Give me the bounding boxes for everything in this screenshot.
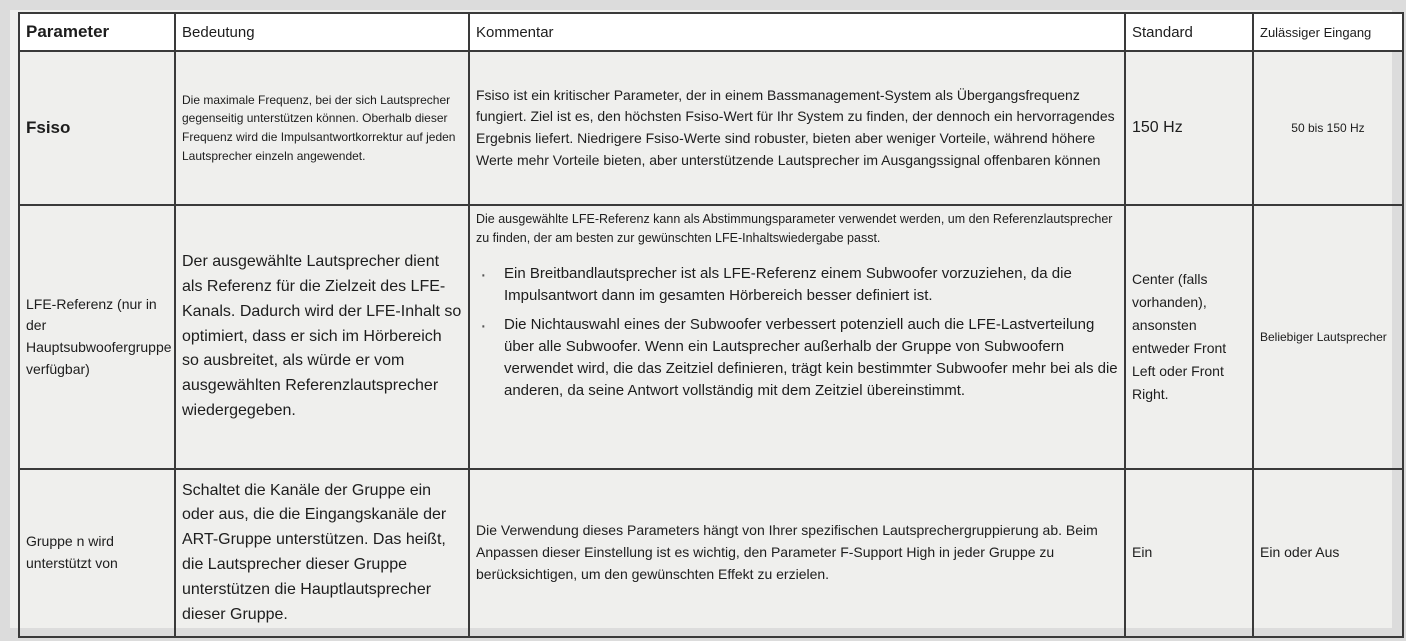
row-bedeutung: Schaltet die Kanäle der Gruppe ein oder aus, die die Eingangskanäle der ART-Gruppe unterstützen. Das heißt, die Lautsprecher dieser Gruppe unterstützen die Hauptlautsprecher dieser Gruppe. [175, 469, 469, 637]
row-standard: Center (falls vorhanden), ansonsten entweder Front Left oder Front Right. [1125, 205, 1253, 469]
parameter-table [18, 12, 1404, 638]
row-zulaessig: 50 bis 150 Hz [1253, 51, 1403, 205]
row-kommentar [469, 205, 1125, 469]
row-parameter: LFE-Referenz (nur in der Hauptsubwoofergruppe verfügbar) [19, 205, 175, 469]
header-parameter: Parameter [19, 13, 175, 51]
row-bedeutung: Der ausgewählte Lautsprecher dient als Referenz für die Zielzeit des LFE-Kanals. Dadurch wird der LFE-Inhalt so optimiert, dass er sich im Hörbereich so ausbreitet, als würde er vom ausgewählten Referenzlautsprecher wiedergegeben. [175, 205, 469, 469]
row-zulaessig: Beliebiger Lautsprecher [1253, 205, 1403, 469]
row-kommentar: Die Verwendung dieses Parameters hängt von Ihrer spezifischen Lautsprechergruppierung ab. Beim Anpassen dieser Einstellung ist es wichtig, den Parameter F-Support High in jeder Gruppe zu berücksichtigen, um den gewünschten Effekt zu erzielen. [469, 469, 1125, 637]
kommentar-bullet-list [476, 263, 1118, 402]
header-standard: Standard [1125, 13, 1253, 51]
row-parameter: Fsiso [19, 51, 175, 205]
row-zulaessig: Ein oder Aus [1253, 469, 1403, 637]
kommentar-intro: Die ausgewählte LFE-Referenz kann als Abstimmungsparameter verwendet werden, um den Referenzlautsprecher zu finden, der am besten zur gewünschten LFE-Inhaltswiedergabe passt. [476, 212, 1113, 246]
header-zulaessiger-eingang: Zulässiger Eingang [1253, 13, 1403, 51]
table-header-row [19, 13, 1403, 51]
document-sheet [10, 10, 1392, 628]
row-standard: Ein [1125, 469, 1253, 637]
table-row [19, 51, 1403, 205]
row-bedeutung: Die maximale Frequenz, bei der sich Lautsprecher gegenseitig unterstützen können. Oberhalb dieser Frequenz wird die Impulsantwortkorrektur auf jeden Lautsprecher einzeln angewendet. [175, 51, 469, 205]
list-item: · Ein Breitbandlautsprecher ist als LFE-Referenz einem Subwoofer vorzuziehen, da die Impulsantwort dann im gesamten Hörbereich besser definiert ist. [504, 263, 1118, 307]
header-bedeutung: Bedeutung [175, 13, 469, 51]
table-row [19, 469, 1403, 637]
table-row [19, 205, 1403, 469]
header-kommentar: Kommentar [469, 13, 1125, 51]
row-parameter: Gruppe n wird unterstützt von [19, 469, 175, 637]
row-standard: 150 Hz [1125, 51, 1253, 205]
row-kommentar: Fsiso ist ein kritischer Parameter, der in einem Bassmanagement-System als Übergangsfrequenz fungiert. Ziel ist es, den höchsten Fsiso-Wert für Ihr System zu finden, der dennoch ein hervorragendes Ergebnis liefert. Niedrigere Fsiso-Werte sind robuster, bieten aber weniger Vorteile, während höhere Werte mehr Vorteile bieten, aber unterstützende Lautsprecher im Ausgangssignal offenbaren können [469, 51, 1125, 205]
list-item: · Die Nichtauswahl eines der Subwoofer verbessert potenziell auch die LFE-Lastverteilung über alle Subwoofer. Wenn ein Lautsprecher außerhalb der Gruppe von Subwoofern verwendet wird, die das Zeitziel definieren, trägt kein bestimmter Subwoofer mehr bei als die anderen, da seine Antwort vollständig mit dem Zeitziel übereinstimmt. [504, 314, 1118, 401]
